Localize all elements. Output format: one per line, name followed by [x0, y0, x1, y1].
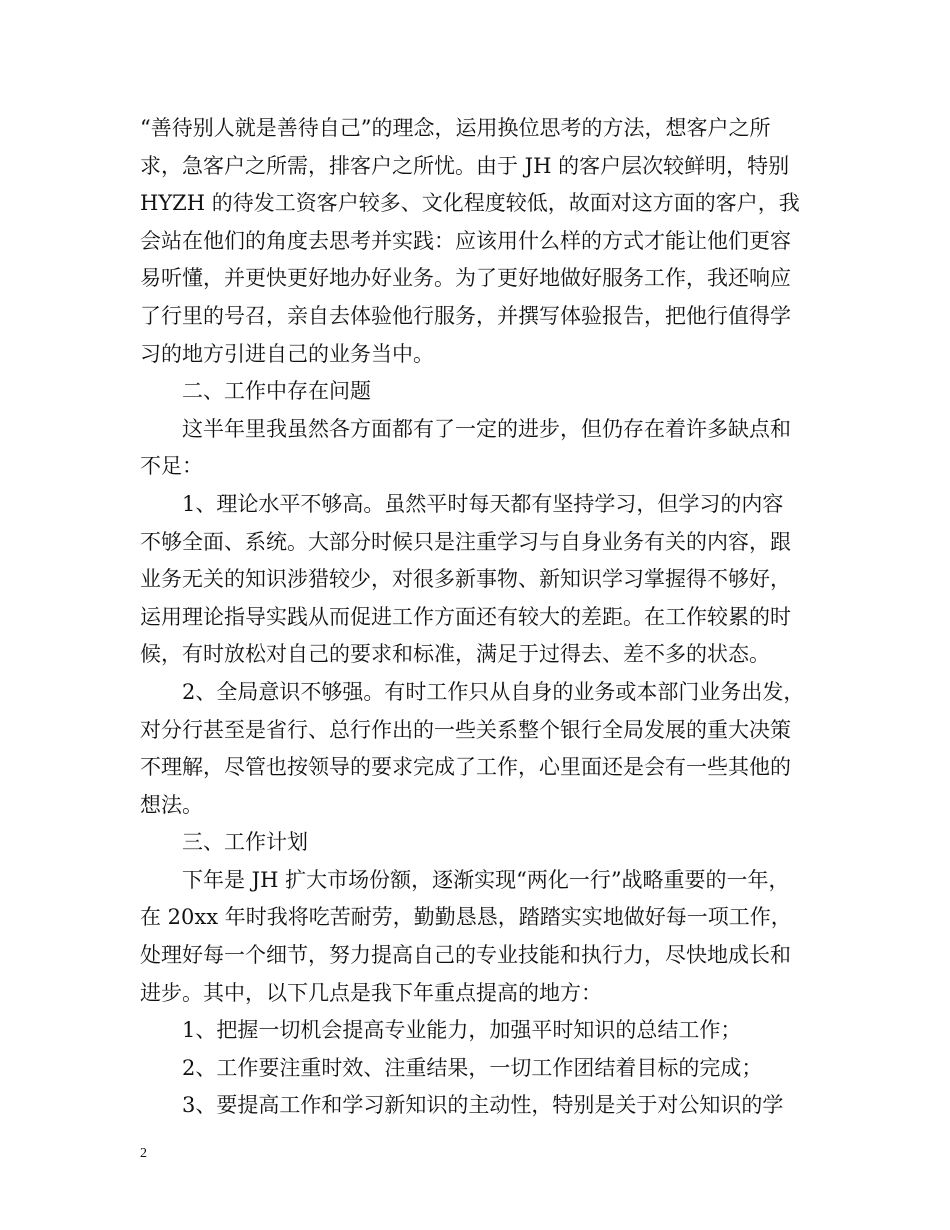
section-heading: 三、工作计划 — [182, 830, 308, 855]
text-line: 会站在他们的角度去思考并实践：应该用什么样的方式才能让他们更容 — [140, 228, 791, 253]
section-heading: 二、工作中存在问题 — [182, 379, 371, 404]
text-line: 进步。其中，以下几点是我下年重点提高的地方： — [140, 980, 602, 1005]
text-line: 1、理论水平不够高。虽然平时每天都有坚持学习，但学习的内容 — [182, 491, 784, 516]
text-line: 下年是 JH 扩大市场份额，逐渐实现“两化一行”战略重要的一年， — [182, 867, 790, 892]
document-body — [140, 110, 830, 1125]
list-item: 1、把握一切机会提高专业能力，加强平时知识的总结工作； — [182, 1018, 742, 1043]
text-line: 习的地方引进自己的业务当中。 — [140, 341, 434, 366]
text-line: 2、全局意识不够强。有时工作只从自身的业务或本部门业务出发， — [182, 679, 805, 704]
text-line: 候，有时放松对自己的要求和标准，满足于过得去、差不多的状态。 — [140, 642, 770, 667]
text-line: 不理解，尽管也按领导的要求完成了工作，心里面还是会有一些其他的 — [140, 755, 791, 780]
text-line: 业务无关的知识涉猎较少，对很多新事物、新知识学习掌握得不够好， — [140, 567, 791, 592]
list-item: 3、要提高工作和学习新知识的主动性，特别是关于对公知识的学 — [182, 1093, 784, 1118]
text-line: 想法。 — [140, 792, 203, 817]
text-line: 运用理论指导实践从而促进工作方面还有较大的差距。在工作较累的时 — [140, 604, 791, 629]
page-number: 2 — [140, 1146, 147, 1161]
text-line: “善待别人就是善待自己”的理念，运用换位思考的方法，想客户之所 — [140, 116, 771, 140]
text-line: 求，急客户之所需，排客户之所忧。由于 JH 的客户层次较鲜明，特别 — [140, 153, 790, 178]
text-line: 对分行甚至是省行、总行作出的一些关系整个银行全局发展的重大决策 — [140, 717, 791, 742]
text-line: 不够全面、系统。大部分时候只是注重学习与自身业务有关的内容，跟 — [140, 529, 791, 554]
text-line: 易听懂，并更快更好地办好业务。为了更好地做好服务工作，我还响应 — [140, 266, 791, 291]
text-line: 这半年里我虽然各方面都有了一定的进步，但仍存在着许多缺点和 — [182, 416, 791, 441]
text-line: 不足： — [140, 454, 203, 479]
text-line: 了行里的号召，亲自去体验他行服务，并撰写体验报告，把他行值得学 — [140, 303, 791, 328]
text-line: 在 20xx 年时我将吃苦耐劳，勤勤恳恳，踏踏实实地做好每一项工作， — [140, 905, 792, 930]
list-item: 2、工作要注重时效、注重结果，一切工作团结着目标的完成； — [182, 1055, 763, 1080]
text-line: HYZH 的待发工资客户较多、文化程度较低，故面对这方面的客户，我 — [140, 191, 800, 216]
text-line: 处理好每一个细节，努力提高自己的专业技能和执行力，尽快地成长和 — [140, 943, 791, 968]
